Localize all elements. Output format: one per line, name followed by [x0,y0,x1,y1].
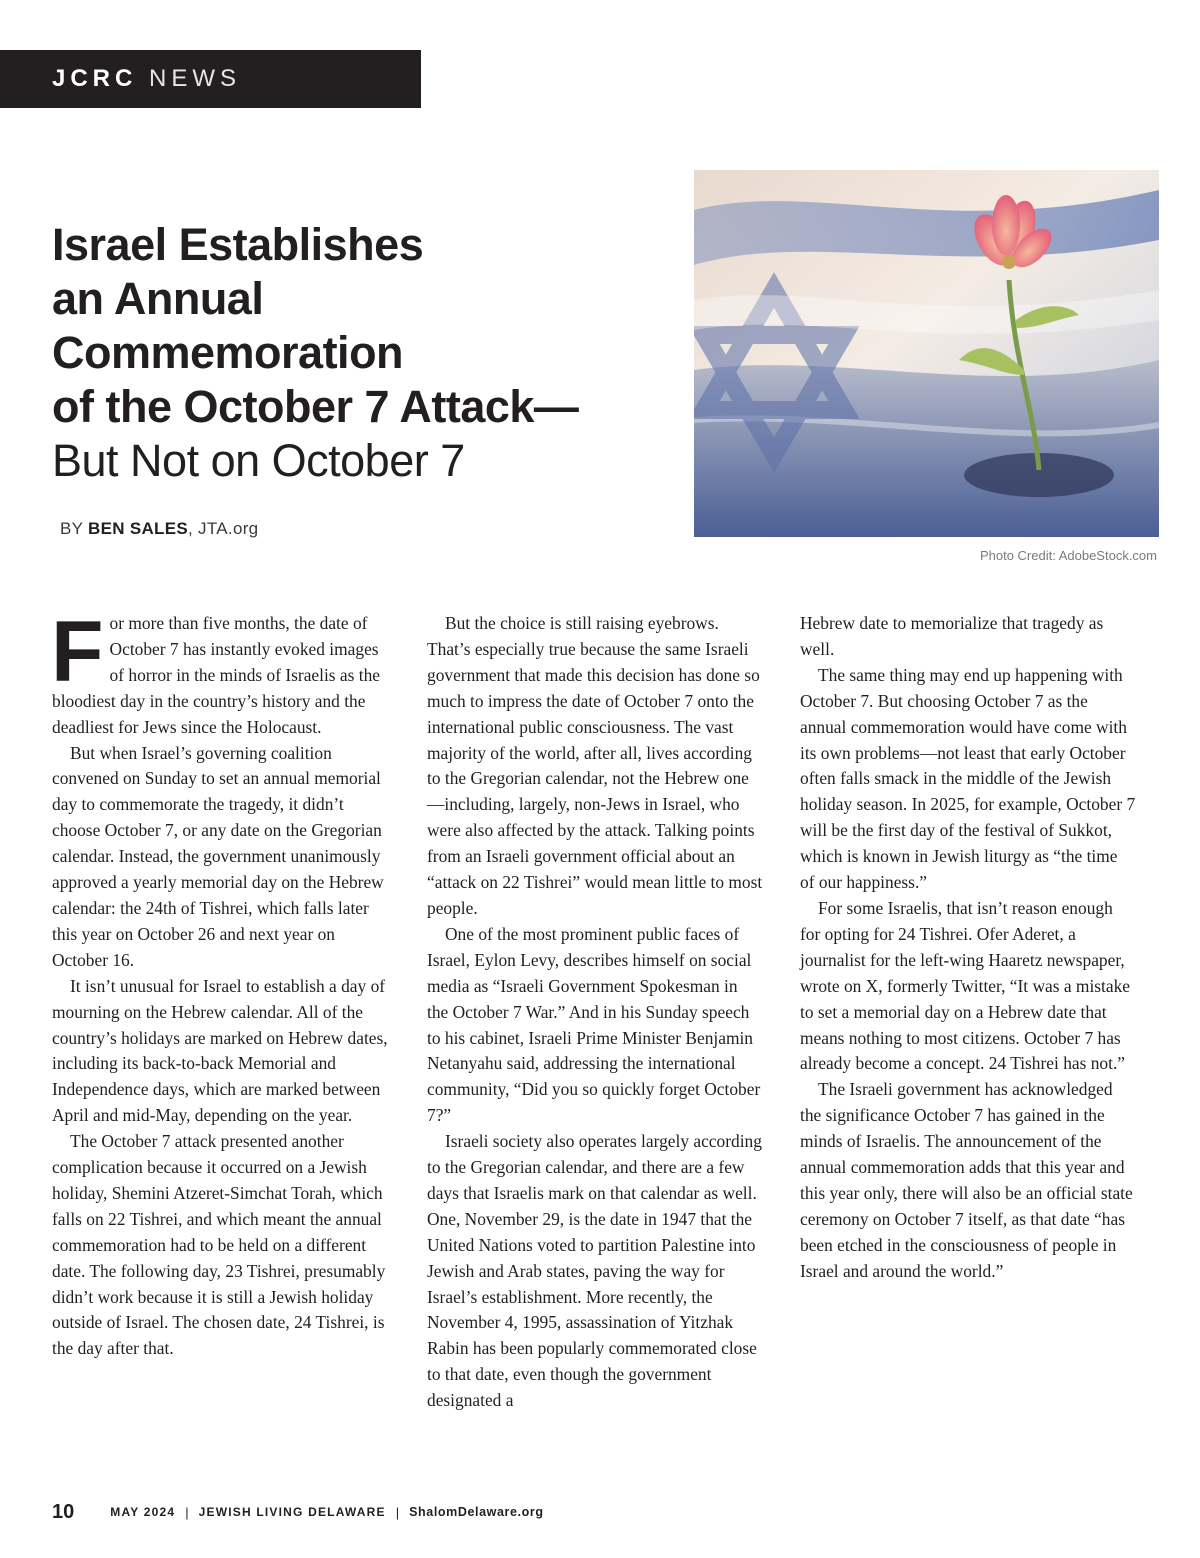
article-photo [694,170,1159,537]
article-paragraph: The same thing may end up happening with October 7. But choosing October 7 as the annual commemoration would have come with its own problems—not least that early October often falls smack in the middle of the Jewish holiday season. In 2025, for example, October 7 will be the first day of the festival of Sukkot, which is known in Jewish liturgy as “the time of our happiness.” [800,664,1136,893]
article-column-3 [800,611,1136,1285]
byline [60,519,258,539]
article-paragraph: For some Israelis, that isn’t reason enough for opting for 24 Tishrei. Ofer Aderet, a journalist for the left-wing Haaretz newspaper, wrote on X, formerly Twitter, “It was a mistake to set a memorial day on a Hebrew date that means nothing to most citizens. October 7 has already become a concept. 24 Tishrei has not.” [800,897,1131,1074]
issue-date: MAY 2024 [110,1505,176,1519]
byline-source: , JTA.org [188,519,259,538]
section-header-strong: JCRC [52,65,138,92]
drop-cap: F [51,604,104,700]
article-paragraph: The Israeli government has acknowledged the significance October 7 has gained in the minds of Israelis. The announcement of the annual commemoration adds that this year and this year only, there will also be an official state ceremony on October 7 itself, as that date “has been etched in the consciousness of people in Israel and around the world.” [800,1079,1133,1281]
footer-separator: | [395,1504,400,1520]
publication-name: JEWISH LIVING DELAWARE [198,1505,386,1519]
article-headline [52,218,692,488]
article-paragraph: The October 7 attack presented another complication because it occurred on a Jewish holiday, Shemini Atzeret-Simchat Torah, which falls on 22 Tishrei, and which meant the annual commemoration had to be held on a different date. The following day, 23 Tishrei, presumably didn’t work because it is still a Jewish holiday outside of Israel. The chosen date, 24 Tishrei, is the day after that. [52,1131,386,1359]
article-paragraph: But the choice is still raising eyebrows. That’s especially true because the same Israeli government that made this decision has done so much to impress the date of October 7 onto the international public consciousness. The vast majority of the world, after all, lives according to the Gregorian calendar, not the Hebrew one—including, largely, non-Jews in Israel, who were also affected by the attack. Talking points from an Israeli government official about an “attack on 22 Tishrei” would mean little to most people. [427,613,763,918]
flower-flag-illustration [694,170,1159,537]
section-header [0,50,421,108]
article-paragraph: Hebrew date to memorialize that tragedy as well. [800,613,1104,659]
article-paragraph: But when Israel’s governing coalition convened on Sunday to set an annual memorial day to commemorate the tragedy, it didn’t choose October 7, or any date on the Gregorian calendar. Instead, the government unanimously approved a yearly memorial day on the Hebrew calendar: the 24th of Tishrei, which falls later this year on October 26 and next year on October 16. [52,742,384,970]
article-column-2 [427,611,763,1414]
headline-subtitle: But Not on October 7 [52,435,465,486]
footer-separator: | [185,1504,189,1520]
byline-author: BEN SALES [88,519,189,538]
article-paragraph: For more than five months, the date of October 7 has instantly evoked images of horror in the minds of Israelis as the bloodiest day in the country’s history and the deadliest for Jews since the Holocaust. [51,604,381,737]
headline-line-2: an Annual [52,273,264,324]
article-column-1 [51,604,388,1362]
headline-line-3: Commemoration [52,327,404,378]
photo-credit: Photo Credit: AdobeStock.com [979,548,1157,563]
page-number: 10 [52,1500,75,1523]
headline-line-1: Israel Establishes [52,219,424,270]
byline-prefix: BY [60,519,83,538]
article-paragraph: It isn’t unusual for Israel to establish a day of mourning on the Hebrew calendar. All of the country’s holidays are marked on Hebrew dates, including its back-to-back Memorial and Independence days, which are marked between April and mid-May, depending on the year. [52,975,388,1126]
page-footer [52,1497,544,1527]
website-link[interactable]: ShalomDelaware.org [409,1505,544,1519]
section-header-light: NEWS [149,65,242,92]
article-paragraph: One of the most prominent public faces of Israel, Eylon Levy, describes himself on social media as “Israeli Government Spokesman in the October 7 War.” And in his Sunday speech to his cabinet, Israeli Prime Minister Benjamin Netanyahu said, addressing the international community, “Did you so quickly forget October 7?” [427,923,761,1126]
headline-line-4: of the October 7 Attack— [52,381,579,432]
article-paragraph: Israeli society also operates largely according to the Gregorian calendar, and there are a few days that Israelis mark on that calendar as well. One, November 29, is the date in 1947 that the United Nations voted to partition Palestine into Jewish and Arab states, paving the way for Israel’s establishment. More recently, the November 4, 1995, assassination of Yitzhak Rabin has been popularly commemorated close to that date, even though the government designated a [427,1131,762,1411]
